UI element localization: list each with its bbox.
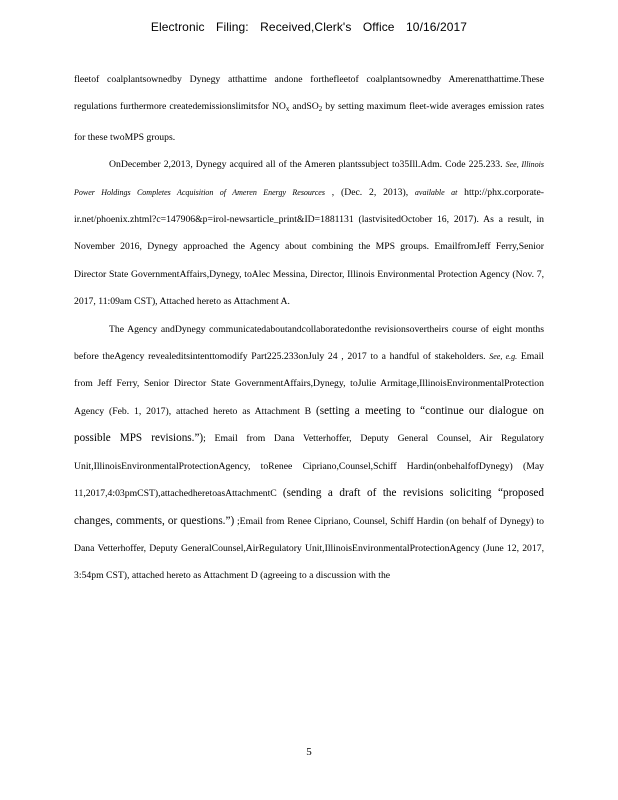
available-at-italic: available at [414,187,458,197]
paragraph-1-text-a: fleetof coalplantsownedby Dynegy atthattime andone forthefleetof coalplantsownedby Amerenatthattime.These regulations furthermore createdemissionslimitsfor NO [74,74,544,113]
quote-sending-draft: (sending a draft of the revisions soliciting “proposed changes, comments, or questions.”) [74,487,544,527]
paragraph-1-text-b: andSO [289,101,319,113]
document-body [74,66,544,590]
paragraph-1-text-c: by setting maximum fleet-wide averages emission rates for these twoMPS groups. [74,101,545,143]
see-eg-italic: See, e.g. [489,352,518,362]
paragraph-2-text-c: http://phx.corporate-ir.net/phoenix.zhtml?c=147906&p=irol-newsarticle_print&ID=1881131 (lastvisitedOctober 16, 2017). As a result, in November 2016, Dynegy approached the Agency about combining the MPS groups. EmailfromJeff Ferry,Senior Director State GovernmentAffairs,Dynegy, toAlec Messina, Director, Illinois Environmental Protection Agency (Nov. 7, 2017, 11:09am CST), Attached hereto as Attachment A. [74,186,544,308]
citation-italic: See, Illinois Power Holdings Completes Acquisition of Ameren Energy Resources [74,160,544,197]
nox-subscript: x [285,105,290,114]
so2-subscript: 2 [318,105,323,114]
paragraph-2 [74,151,544,315]
paragraph-1 [74,66,544,151]
filing-header: Electronic Filing: Received,Clerk's Office 10/16/2017 [150,20,468,34]
paragraph-3-text-c: ; Email from Dana Vetterhoffer, Deputy General Counsel, Air Regulatory Unit,IllinoisEnvironmentalProtectionAgency, toRenee Cipriano,Counsel,Schiff Hardin(onbehalfofDynegy) (May 11,2017,4:03pmCST),attachedheretoasAttachmentC [74,433,544,500]
paragraph-3 [74,316,544,590]
paragraph-3-text-b: Email from Jeff Ferry, Senior Director State GovernmentAffairs,Dynegy, toJulie Armitage,IllinoisEnvironmentalProtection Agency (Feb. 1, 2017), attached hereto as Attachment B [74,351,544,417]
paragraph-2-text-b: , (Dec. 2, 2013), [324,186,415,198]
page-number: 5 [306,746,312,758]
quote-continue-dialogue: (setting a meeting to “continue our dialogue on possible MPS revisions.”) [74,404,544,445]
paragraph-2-text-a: OnDecember 2,2013, Dynegy acquired all of the Ameren plantssubject to35Ill.Adm. Code 225.233. [109,159,506,171]
paragraph-3-text-a: The Agency andDynegy communicatedaboutandcollaboratedonthe revisionsovertheirs course of eight months before theAgency revealeditsintenttomodify Part225.233onJuly 24 , 2017 to a handful of stakeholders. [74,323,544,363]
paragraph-3-text-d: ;Email from Renee Cipriano, Counsel, Schiff Hardin (on behalf of Dynegy) to Dana Vetterhoffer, Deputy GeneralCounsel,AirRegulatory Unit,IllinoisEnvironmentalProtectionAgency (June 12, 2017, 3:54pm CST), attached hereto as Attachment D (agreeing to a discussion with the [74,515,544,582]
